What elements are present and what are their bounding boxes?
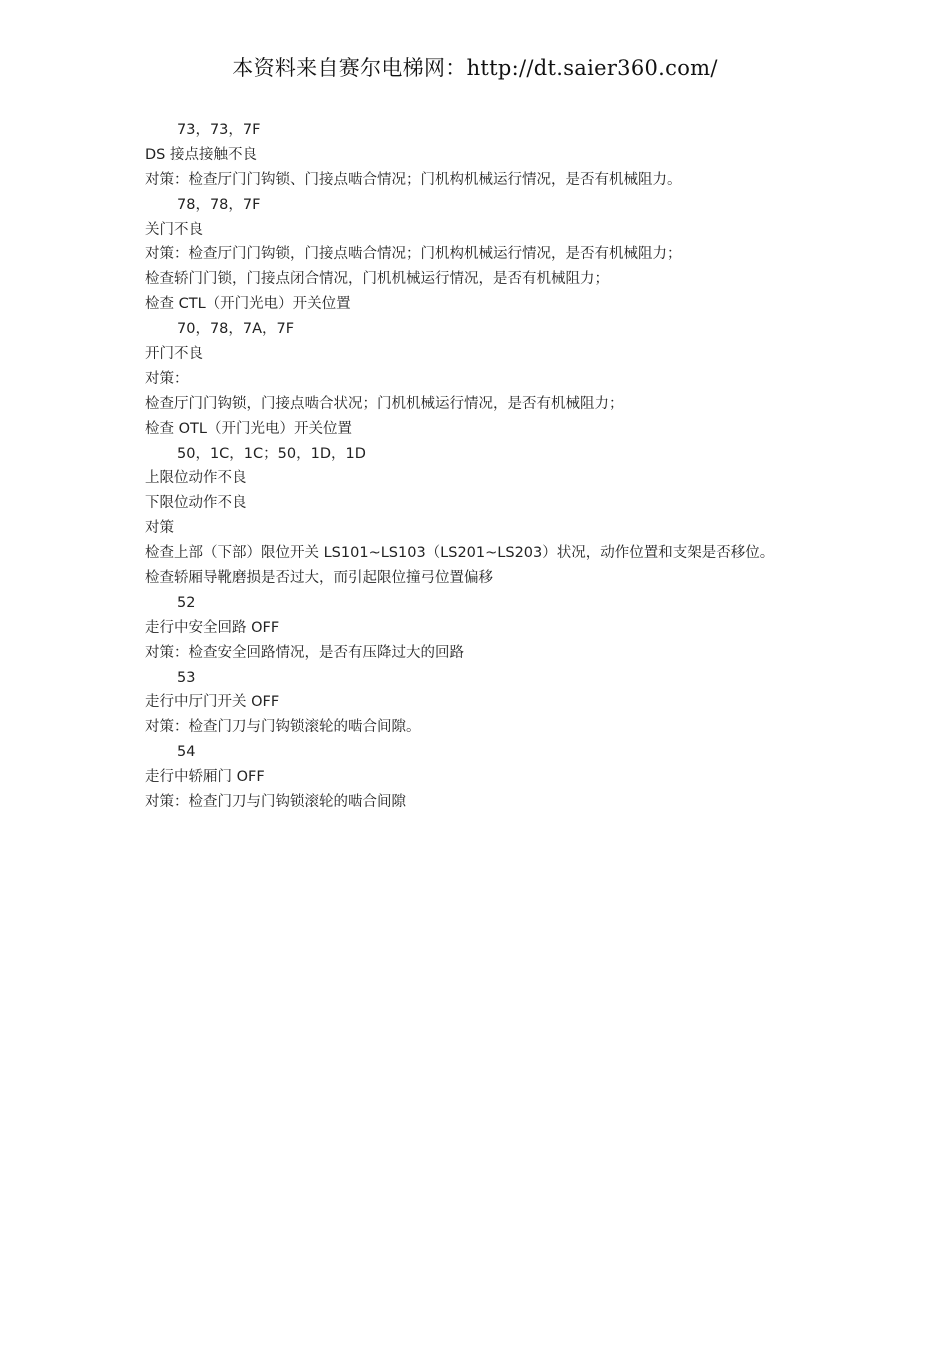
- fault-code-line: 70，78，7A，7F: [177, 321, 295, 338]
- fault-description: 走行中厅门开关 OFF: [145, 694, 280, 711]
- fault-description: 关门不良: [145, 221, 203, 238]
- page-header-source: 本资料来自赛尔电梯网：http://dt.saier360.com/: [232, 56, 718, 80]
- countermeasure-line: 检查 OTL（开门光电）开关位置: [145, 420, 352, 437]
- countermeasure-line: 检查厅门门钩锁，门接点啮合状况；门机机械运行情况，是否有机械阻力；: [145, 395, 624, 412]
- countermeasure-line: 对策：检查厅门门钩锁、门接点啮合情况；门机构机械运行情况，是否有机械阻力。: [145, 171, 682, 188]
- countermeasure-line: 检查轿厢导靴磨损是否过大，而引起限位撞弓位置偏移: [145, 570, 493, 587]
- countermeasure-line: 对策：: [145, 370, 189, 387]
- document-body: [145, 118, 925, 815]
- fault-description: 开门不良: [145, 346, 203, 363]
- fault-description: 走行中轿厢门 OFF: [145, 769, 265, 786]
- countermeasure-line: 检查轿门门锁，门接点闭合情况，门机机械运行情况，是否有机械阻力；: [145, 271, 609, 288]
- fault-code-line: 52: [177, 594, 196, 611]
- fault-code-line: 73，73，7F: [177, 122, 261, 138]
- countermeasure-line: 对策：检查门刀与门钩锁滚轮的啮合间隙。: [145, 719, 421, 736]
- fault-code-line: 50，1C，1C；50，1D，1D: [177, 445, 366, 462]
- fault-description: DS 接点接触不良: [145, 146, 257, 163]
- fault-code-line: 78，78，7F: [177, 196, 261, 213]
- countermeasure-line: 对策：检查门刀与门钩锁滚轮的啮合间隙: [145, 794, 406, 811]
- fault-code-line: 54: [177, 744, 196, 761]
- fault-code-line: 53: [177, 669, 196, 686]
- countermeasure-line: 检查上部（下部）限位开关 LS101~LS103（LS201~LS203）状况，动作位置和支架是否移位。: [145, 545, 775, 562]
- fault-description: 走行中安全回路 OFF: [145, 619, 280, 636]
- countermeasure-line: 对策: [145, 520, 174, 537]
- countermeasure-line: 对策：检查安全回路情况，是否有压降过大的回路: [145, 644, 464, 661]
- countermeasure-line: 检查 CTL（开门光电）开关位置: [145, 296, 351, 313]
- fault-description: 上限位动作不良: [145, 470, 247, 487]
- countermeasure-line: 对策：检查厅门门钩锁，门接点啮合情况；门机构机械运行情况，是否有机械阻力；: [145, 246, 682, 263]
- fault-description: 下限位动作不良: [145, 495, 247, 512]
